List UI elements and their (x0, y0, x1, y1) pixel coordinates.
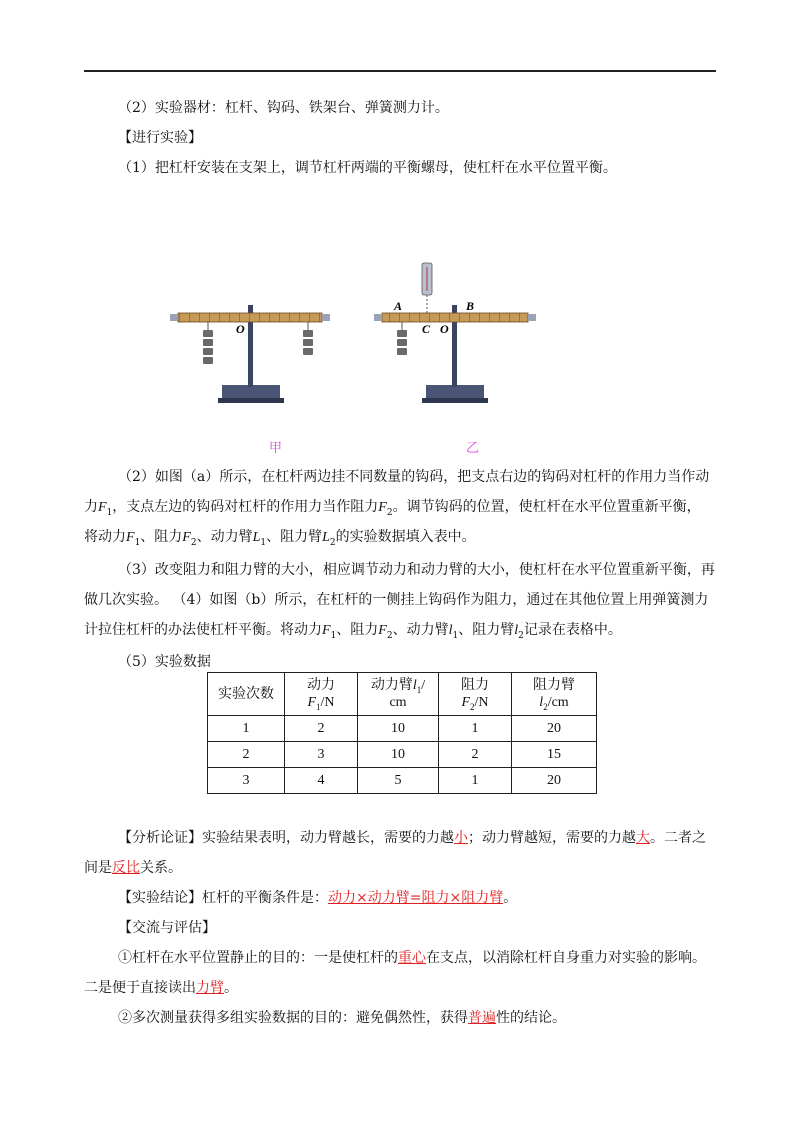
analysis-line-1: 【分析论证】实验结果表明，动力臂越长，需要的力越小；动力臂越短，需要的力越大。二者之 (118, 830, 706, 846)
weight-r1-a (303, 330, 313, 337)
figure-caption-a: 甲 (269, 441, 283, 456)
table-cell: 20 (512, 716, 597, 742)
evaluation-line-2: 二是便于直接读出力臂。 (84, 980, 238, 996)
table-cell: 3 (285, 742, 358, 768)
col-load-arm: 阻力臂 $l_2/cm$ (512, 673, 597, 716)
weight-l3-b (397, 348, 407, 355)
balance-nut-left-a (170, 314, 178, 321)
table-cell: 1 (208, 716, 285, 742)
step-2-line-3: 将动力$F_1$、阻力$F_2$、动力臂$L_1$、阻力臂$L_2$的实验数据填入表中。 (84, 529, 476, 548)
col-trial-number: 实验次数 (208, 673, 285, 716)
figure-caption-b: 乙 (466, 441, 480, 456)
evaluation-line-1: ①杠杆在水平位置静止的目的：一是使杠杆的重心在支点，以消除杠杆自身重力对实验的影响。 (118, 950, 706, 966)
lever-setup-b (374, 263, 536, 403)
label-o-b: O (440, 322, 449, 336)
table-cell: 20 (512, 768, 597, 794)
weight-l2-b (397, 339, 407, 346)
table-cell: 3 (208, 768, 285, 794)
lever-experiment-figure (160, 255, 560, 415)
table-cell: 4 (285, 768, 358, 794)
answer-blank: 普遍 (468, 1010, 496, 1026)
lever-setup-a (170, 305, 330, 403)
label-o-a: O (236, 322, 245, 336)
step-4-line-3: 计拉住杠杆的办法使杠杆平衡。将动力$F_1$、阻力$F_2$、动力臂$l_1$、阻力臂$l_2$记录在表格中。 (84, 622, 622, 641)
table-cell: 2 (439, 742, 512, 768)
table-cell: 10 (358, 716, 439, 742)
evaluation-line-3: ②多次测量获得多组实验数据的目的：避免偶然性，获得普遍性的结论。 (118, 1010, 566, 1026)
step-1-text: （1）把杠杆安装在支架上，调节杠杆两端的平衡螺母，使杠杆在水平位置平衡。 (118, 160, 617, 176)
table-row (208, 768, 597, 794)
answer-blank: 小 (454, 830, 468, 846)
weight-r3-a (303, 348, 313, 355)
answer-blank: 重心 (398, 950, 426, 966)
experiment-data-table (207, 672, 597, 794)
col-effort-arm: 动力臂$l_1/$ cm (358, 673, 439, 716)
lever-bar-b (382, 313, 528, 322)
weight-l2-a (203, 339, 213, 346)
table-cell: 15 (512, 742, 597, 768)
label-c: C (422, 322, 431, 336)
weight-l1-a (203, 330, 213, 337)
stand-base-a (218, 398, 284, 403)
equipment-line: （2）实验器材：杠杆、钩码、铁架台、弹簧测力计。 (118, 100, 449, 116)
table-cell: 2 (285, 716, 358, 742)
step-2-line-2: 力$F_1$，支点左边的钩码对杠杆的作用力当作阻力$F_2$。调节钩码的位置，使杠杆在水平位置重新平衡， (84, 499, 701, 518)
answer-blank: 反比 (112, 860, 140, 876)
answer-blank: 大 (636, 830, 650, 846)
answer-blank: 力臂 (196, 980, 224, 996)
table-cell: 2 (208, 742, 285, 768)
table-cell: 5 (358, 768, 439, 794)
col-load-force: 阻力 $F_2/N$ (439, 673, 512, 716)
balance-nut-left-b (374, 314, 382, 321)
weight-l3-a (203, 348, 213, 355)
stand-base-b (422, 398, 488, 403)
col-effort-force: 动力 $F_1/N$ (285, 673, 358, 716)
table-row (208, 742, 597, 768)
label-a: A (394, 299, 403, 313)
table-header-row (208, 673, 597, 716)
step-5-label: （5）实验数据 (118, 654, 211, 670)
table-cell: 1 (439, 768, 512, 794)
label-b: B (466, 299, 475, 313)
analysis-line-2: 间是反比关系。 (84, 860, 182, 876)
header-rule (84, 70, 716, 72)
lever-bar-a (178, 313, 322, 322)
answer-blank: 动力×动力臂=阻力×阻力臂 (328, 890, 504, 906)
weight-l1-b (397, 330, 407, 337)
step-3-line-1: （3）改变阻力和阻力臂的大小，相应调节动力和动力臂的大小，使杠杆在水平位置重新平衡，再 (118, 562, 715, 578)
balance-nut-right-b (528, 314, 536, 321)
weight-l4-a (203, 357, 213, 364)
conclusion-line: 【实验结论】杠杆的平衡条件是：动力×动力臂=阻力×阻力臂。 (118, 890, 518, 906)
table-row (208, 716, 597, 742)
step-2-line-1: （2）如图（a）所示，在杠杆两边挂不同数量的钩码，把支点右边的钩码对杠杆的作用力当作动 (118, 469, 710, 485)
weight-r2-a (303, 339, 313, 346)
section-heading-evaluation: 【交流与评估】 (118, 920, 216, 936)
section-heading-experiment: 【进行实验】 (118, 130, 202, 146)
balance-nut-right-a (322, 314, 330, 321)
step-3-line-2: 做几次实验。 （4）如图（b）所示，在杠杆的一侧挂上钩码作为阻力，通过在其他位置上用弹簧测力 (84, 592, 709, 608)
table-cell: 10 (358, 742, 439, 768)
table-cell: 1 (439, 716, 512, 742)
